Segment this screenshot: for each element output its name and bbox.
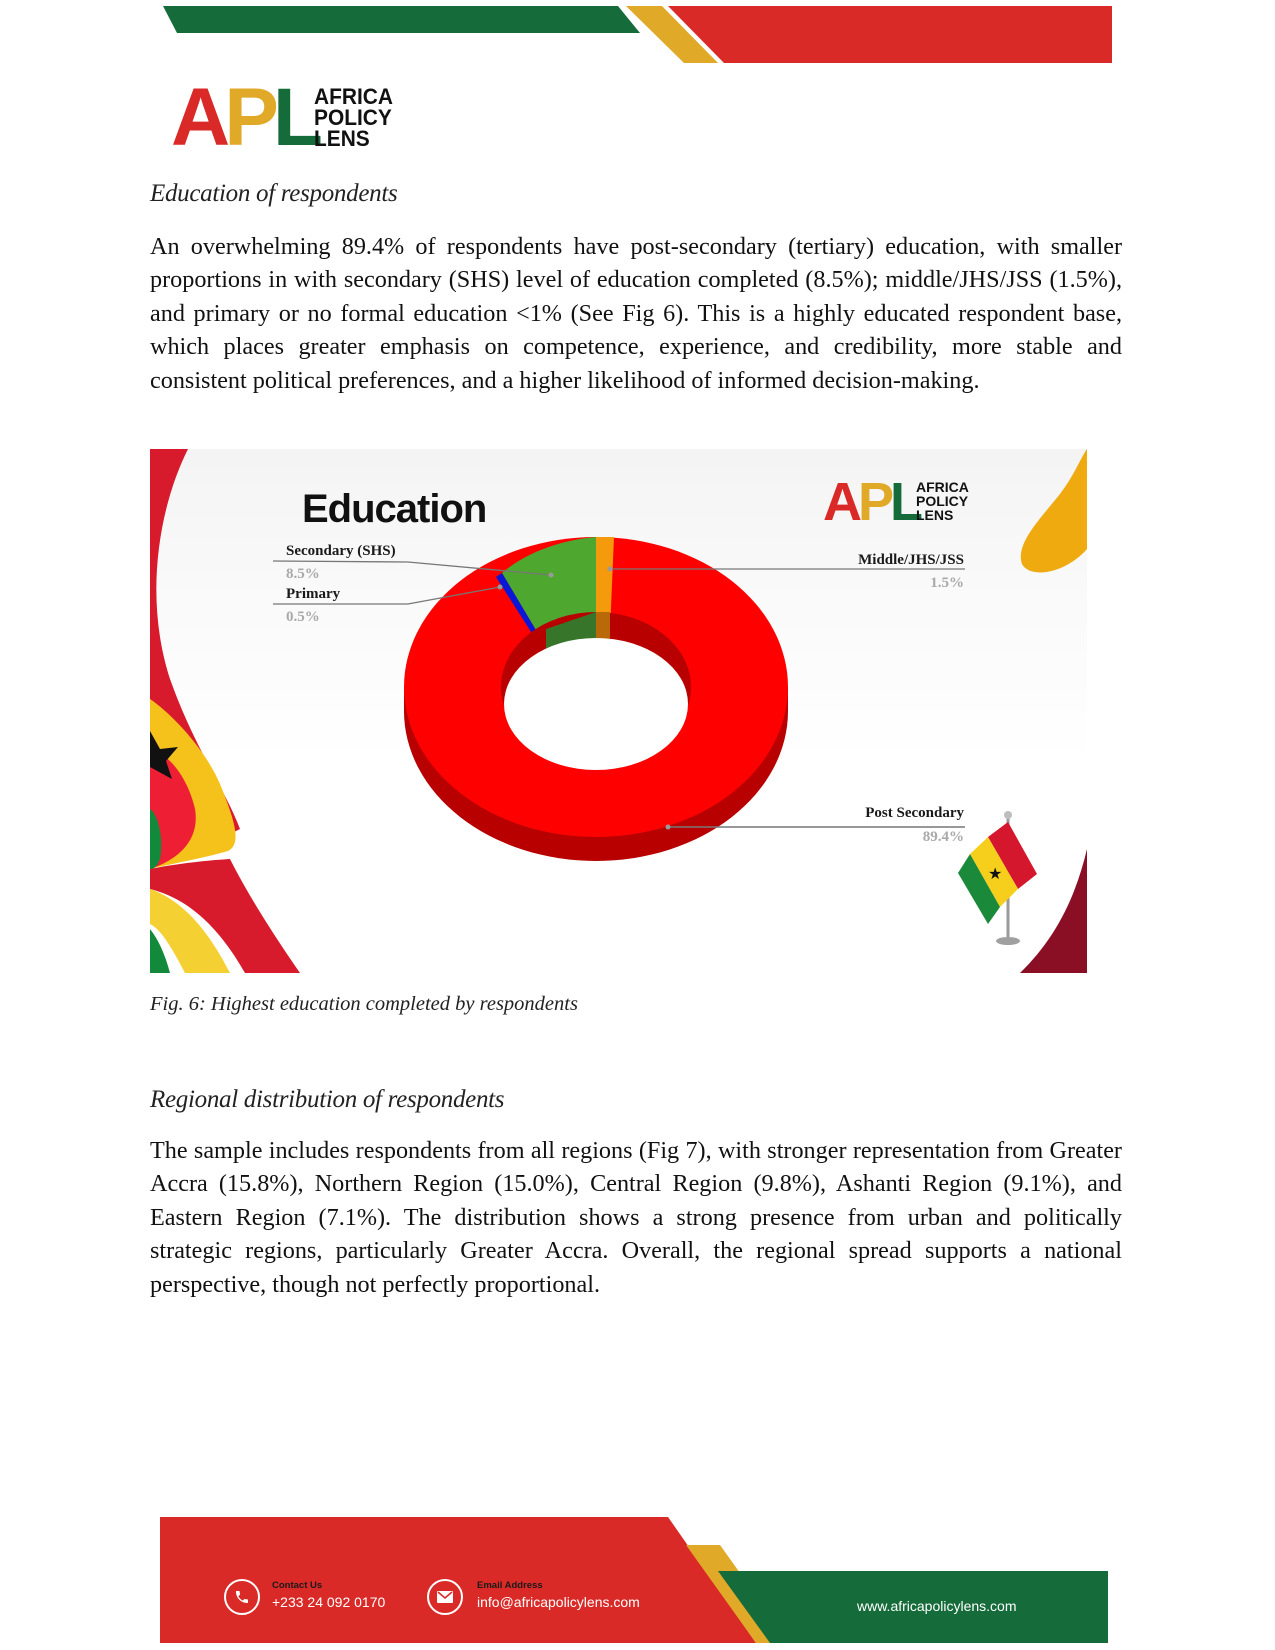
donut-hole <box>504 638 688 770</box>
logo-line-1: AFRICA <box>314 84 393 109</box>
label-primary: Primary <box>286 586 341 602</box>
chart-logo-line-1: AFRICA <box>916 479 969 495</box>
logo-line-2: POLICY <box>314 105 392 130</box>
yellow-swoosh <box>1021 449 1087 572</box>
chart-logo-line-2: POLICY <box>916 493 969 509</box>
brand-logo <box>171 72 421 163</box>
chart-graphics <box>150 449 1087 973</box>
paragraph-regional: The sample includes respondents from all regions (Fig 7), with stronger representation from Greater Accra (15.8%), Northern Region (15.0%), Central Region (9.8%), Ashanti Region (9.1%), and Eastern Region (7.1%). The distribution shows a strong presence from urban and politically strategic regions, particularly Greater Accra. Overall, the regional spread supports a national perspective, though not perfectly proportional. <box>150 1137 1122 1298</box>
email-label: Email Address <box>477 1580 543 1591</box>
chart-logo-a: A <box>823 472 858 532</box>
logo-letter-l: L <box>272 72 318 163</box>
website-link[interactable]: www.africapolicylens.com <box>857 1598 1017 1614</box>
chart-logo-l: L <box>890 472 920 532</box>
label-post-secondary: Post Secondary <box>865 805 964 821</box>
label-middle-jhs: Middle/JHS/JSS <box>858 552 964 568</box>
value-middle-jhs: 1.5% <box>930 575 964 591</box>
contact-phone[interactable]: +233 24 092 0170 <box>272 1594 386 1610</box>
logo-mark <box>171 72 318 163</box>
contact-label: Contact Us <box>272 1580 323 1591</box>
paragraph-education: An overwhelming 89.4% of respondents have post-secondary (tertiary) education, with smaller proportions in with secondary (SHS) level of education completed (8.5%); middle/JHS/JSS (1.5%), and primary or no formal education <1% (See Fig 6). This is a highly educated respondent base, which places greater emphasis on competence, experience, and credibility, more stable and consistent political preferences, and a higher likelihood of informed decision-making. <box>150 233 1122 394</box>
footer-band <box>0 1500 1275 1650</box>
email-icon[interactable] <box>427 1579 463 1615</box>
value-secondary: 8.5% <box>286 566 320 582</box>
chart-logo-line-3: LENS <box>916 507 954 523</box>
chart-title: Education <box>302 487 487 531</box>
phone-icon[interactable] <box>224 1579 260 1615</box>
header-decorative-band <box>0 0 1275 70</box>
education-donut-chart <box>150 449 1087 973</box>
email-address[interactable]: info@africapolicylens.com <box>477 1594 640 1610</box>
label-secondary: Secondary (SHS) <box>286 543 396 559</box>
chart-logo-wordmark <box>916 480 969 522</box>
value-post-secondary: 89.4% <box>922 829 964 845</box>
logo-letter-a: A <box>171 72 225 163</box>
svg-text:★: ★ <box>988 866 1003 883</box>
chart-brand-logo <box>823 472 983 532</box>
logo-line-3: LENS <box>314 126 370 151</box>
section-heading-education: Education of respondents <box>150 180 398 207</box>
value-primary: 0.5% <box>286 609 320 625</box>
figure-caption: Fig. 6: Highest education completed by respondents <box>150 993 578 1015</box>
logo-wordmark <box>314 86 393 149</box>
chart-logo-p: P <box>858 472 891 532</box>
chart-logo-mark <box>823 472 920 532</box>
logo-letter-p: P <box>224 72 273 163</box>
section-heading-regional: Regional distribution of respondents <box>150 1086 505 1113</box>
